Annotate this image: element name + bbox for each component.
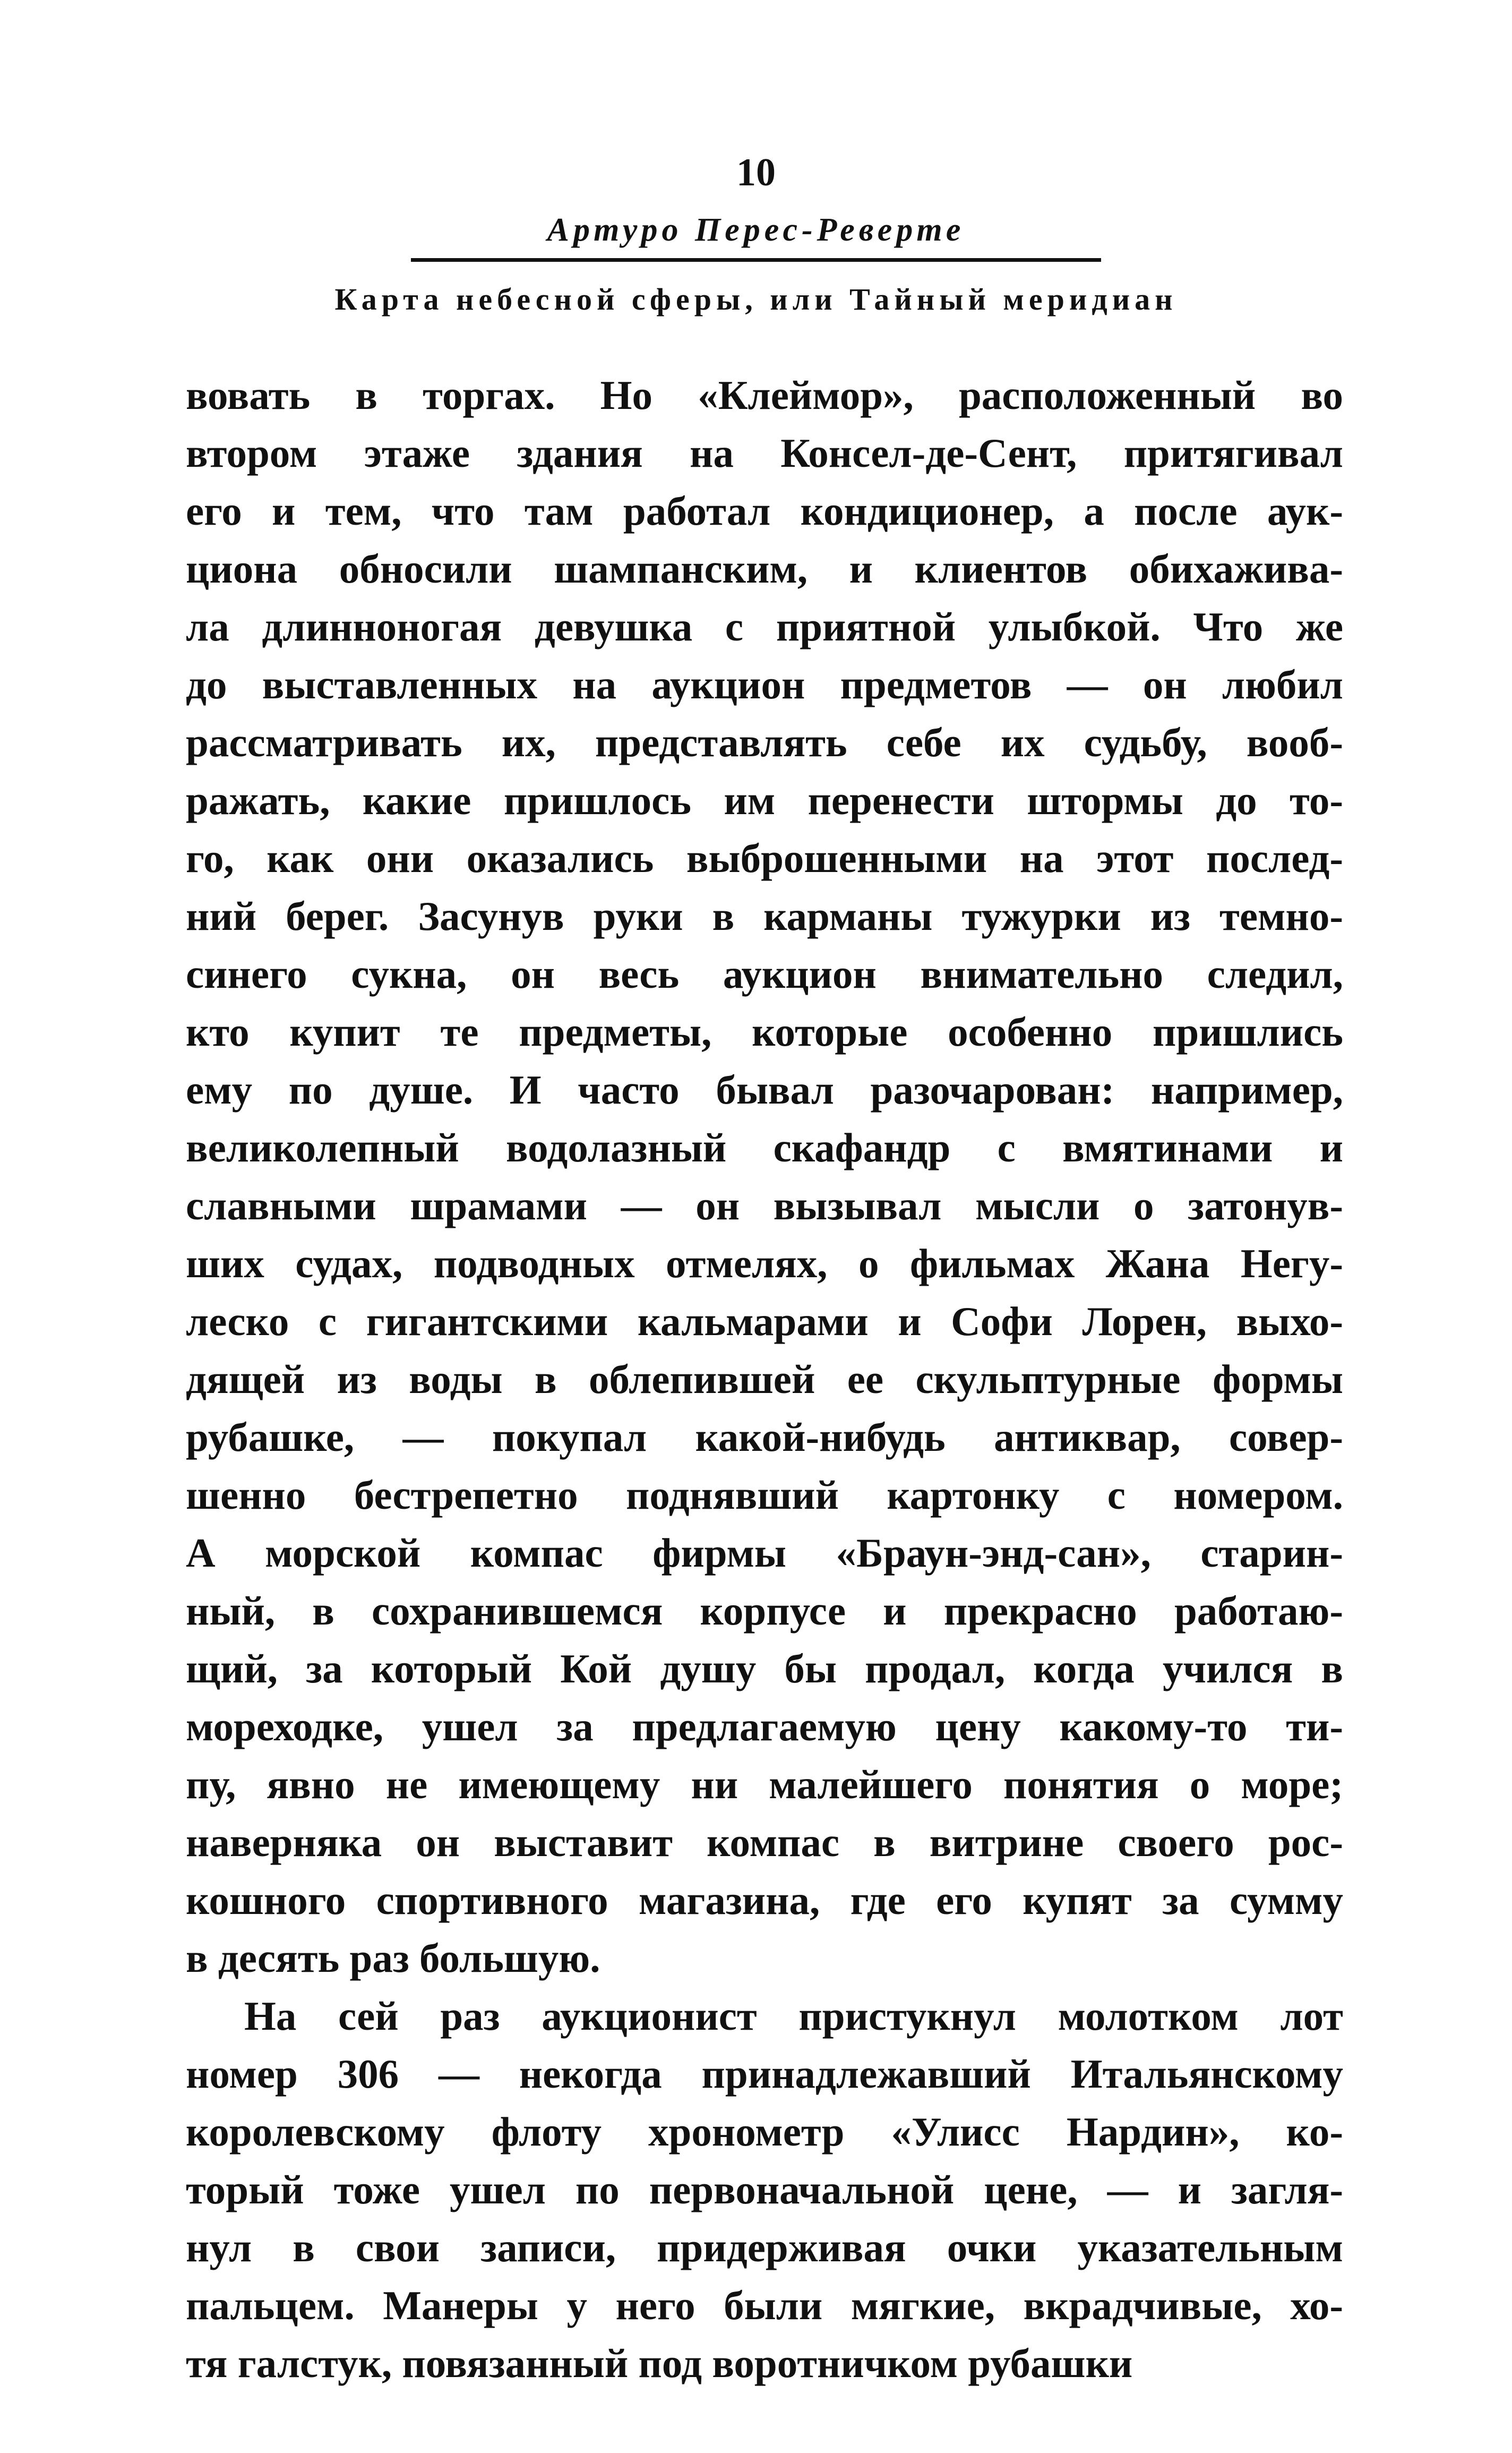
- body-text: [186, 366, 1343, 2392]
- text-line: вовать в торгах. Но «Клеймор», расположенный во: [186, 372, 1343, 418]
- text-line: пальцем. Манеры у него были мягкие, вкрадчивые, хо-: [186, 2283, 1343, 2328]
- text-line: щий, за который Кой душу бы продал, когда учился в: [186, 1646, 1343, 1691]
- header-rule: [411, 258, 1101, 262]
- text-line: ражать, какие пришлось им перенести штормы до то-: [186, 777, 1343, 823]
- text-line: го, как они оказались выброшенными на этот послед-: [186, 835, 1343, 881]
- text-line: мореходке, ушел за предлагаемую цену какому-то ти-: [186, 1704, 1343, 1749]
- text-line: ний берег. Засунув руки в карманы тужурки из темно-: [186, 893, 1343, 939]
- page-number: 10: [736, 151, 776, 194]
- text-line: рубашке, — покупал какой-нибудь антиквар, совер-: [186, 1414, 1343, 1460]
- text-line: шенно бестрепетно поднявший картонку с номером.: [186, 1472, 1343, 1518]
- text-line: в десять раз большую.: [186, 1935, 600, 1981]
- text-line: ный, в сохранившемся корпусе и прекрасно работаю-: [186, 1588, 1343, 1634]
- text-line: торый тоже ушел по первоначальной цене, — и загля-: [186, 2167, 1343, 2212]
- text-line: великолепный водолазный скафандр с вмятинами и: [186, 1125, 1343, 1170]
- text-line: ему по душе. И часто бывал разочарован: например,: [186, 1067, 1343, 1113]
- author-name: Артуро Перес-Реверте: [547, 212, 965, 248]
- text-line: королевскому флоту хронометр «Улисс Нардин», ко-: [186, 2109, 1343, 2155]
- text-line: На сей раз аукционист пристукнул молотком лот: [244, 1993, 1343, 2039]
- text-line: пу, явно не имеющему ни малейшего понятия о море;: [186, 1762, 1343, 1807]
- text-line: синего сукна, он весь аукцион внимательно следил,: [186, 951, 1343, 997]
- text-line: дящей из воды в облепившей ее скульптурные формы: [186, 1356, 1343, 1402]
- text-line: славными шрамами — он вызывал мысли о затонув-: [186, 1183, 1343, 1228]
- text-line: наверняка он выставит компас в витрине своего рос-: [186, 1819, 1343, 1865]
- text-line: рассматривать их, представлять себе их судьбу, вооб-: [186, 720, 1343, 765]
- text-line: кошного спортивного магазина, где его купят за сумму: [186, 1877, 1343, 1923]
- text-line: нул в свои записи, придерживая очки указательным: [186, 2225, 1343, 2270]
- text-line: кто купит те предметы, которые особенно пришлись: [186, 1009, 1343, 1055]
- book-title: Карта небесной сферы, или Тайный меридиан: [334, 282, 1178, 317]
- text-line: втором этаже здания на Консел-де-Сент, притягивал: [186, 430, 1343, 476]
- text-line: его и тем, что там работал кондиционер, а после аук-: [186, 488, 1343, 534]
- text-line: циона обносили шампанским, и клиентов обихажива-: [186, 546, 1343, 592]
- paragraph: [186, 366, 1343, 1987]
- text-line: до выставленных на аукцион предметов — он любил: [186, 662, 1343, 707]
- text-line: ших судах, подводных отмелях, о фильмах Жана Негу-: [186, 1241, 1343, 1286]
- text-line: тя галстук, повязанный под воротничком рубашки: [186, 2340, 1133, 2386]
- text-line: номер 306 — некогда принадлежавший Итальянскому: [186, 2051, 1343, 2097]
- text-line: А морской компас фирмы «Браун-энд-сан», старин-: [186, 1530, 1343, 1576]
- text-line: ла длинноногая девушка с приятной улыбкой. Что же: [186, 604, 1343, 649]
- text-line: леско с гигантскими кальмарами и Софи Лорен, выхо-: [186, 1298, 1343, 1344]
- paragraph: [186, 1987, 1343, 2392]
- running-header: [0, 149, 1512, 319]
